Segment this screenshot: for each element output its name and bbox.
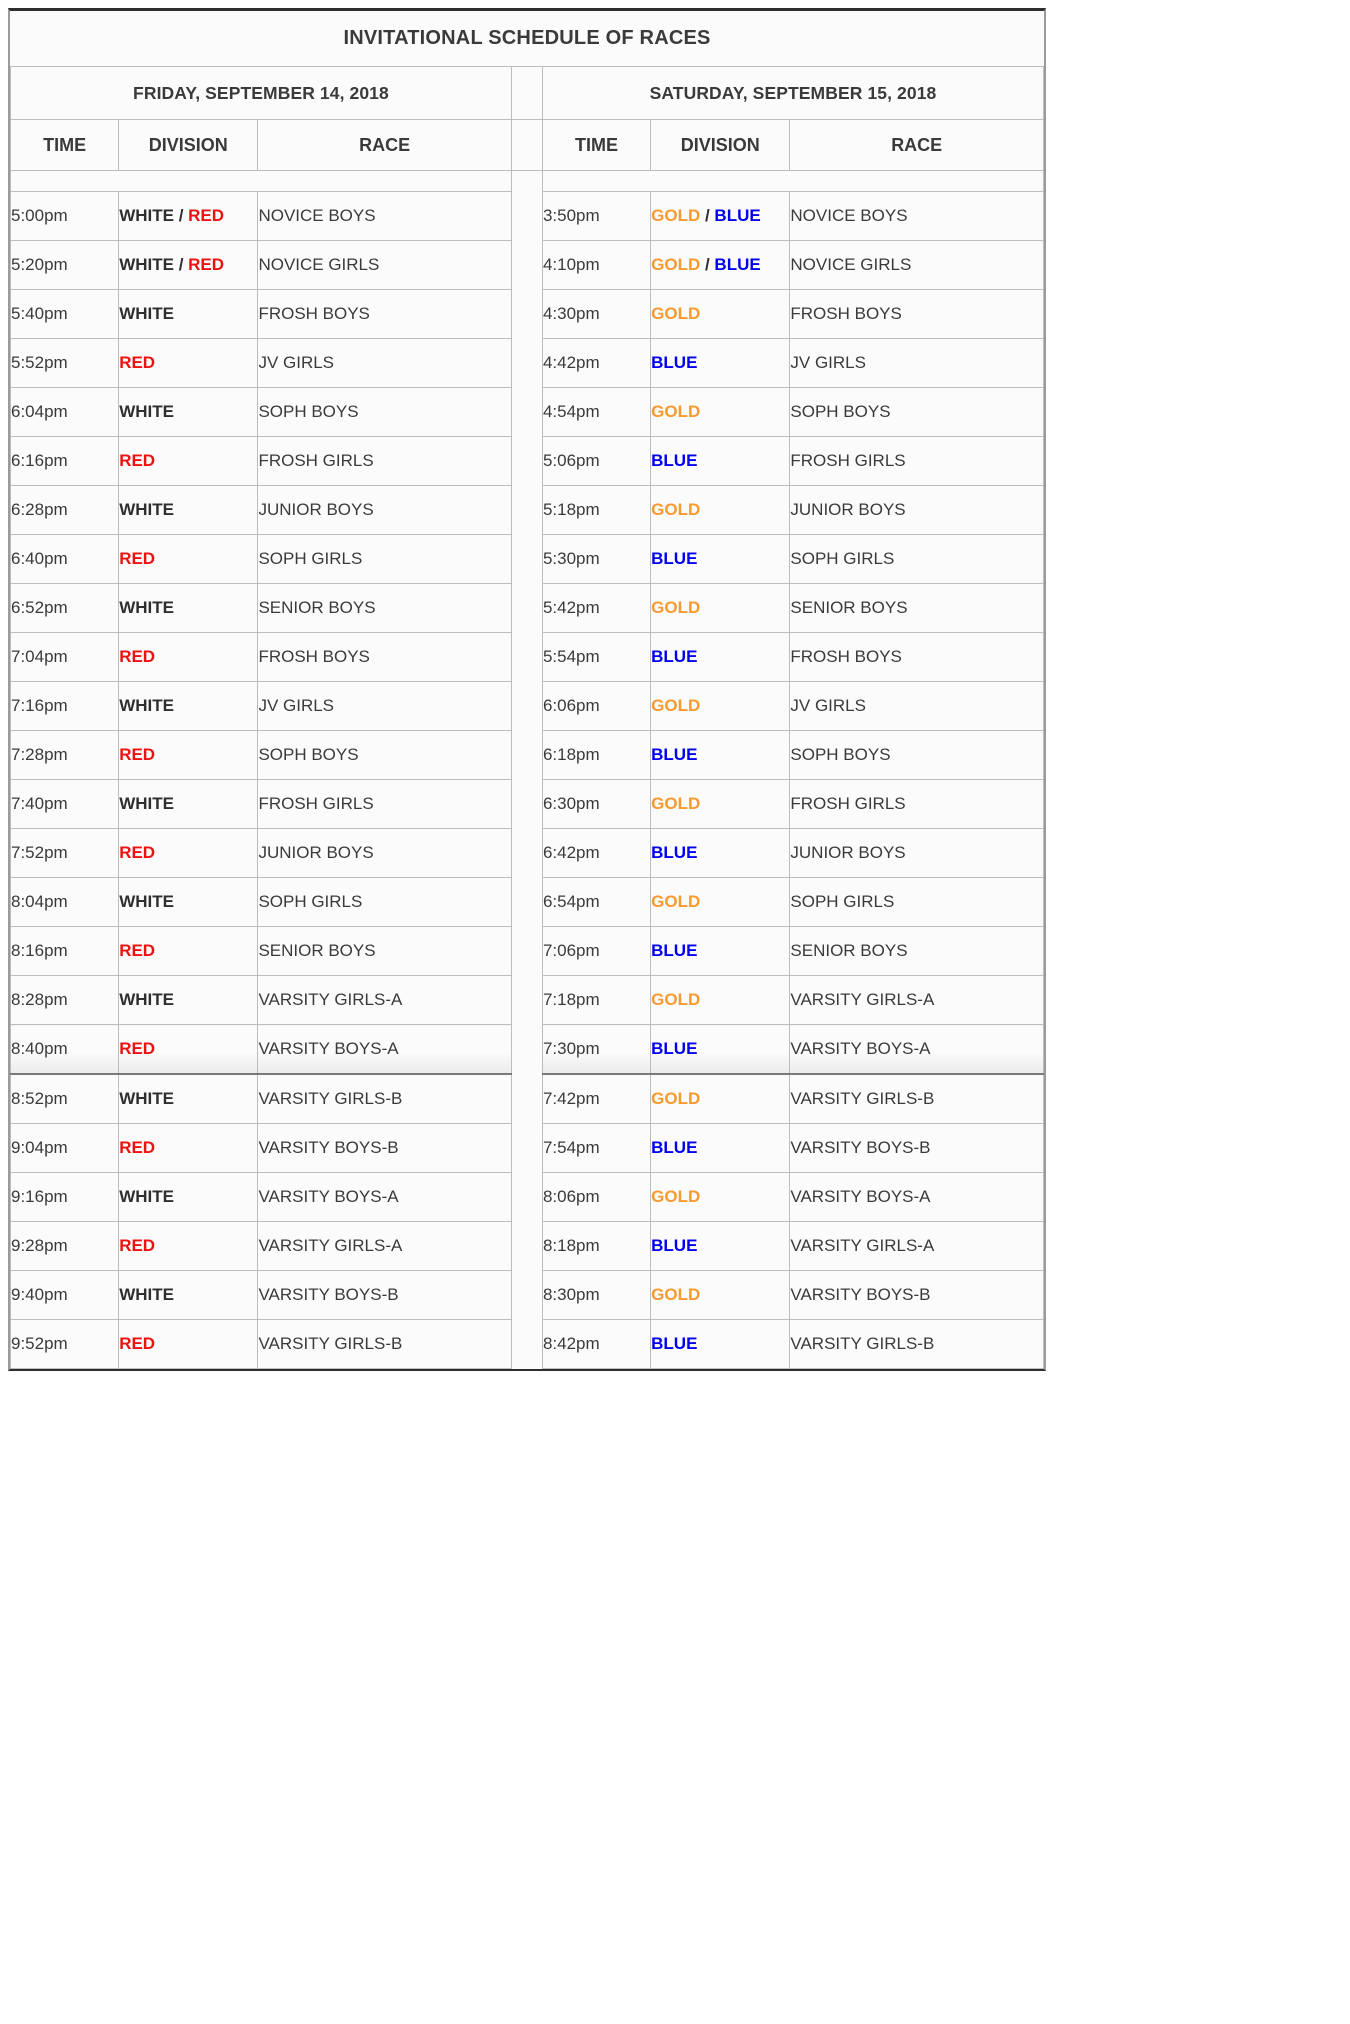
division-separator: / — [173, 255, 189, 274]
friday-race-cell: FROSH GIRLS — [258, 780, 511, 829]
table-row — [11, 192, 1044, 241]
friday-division-cell — [119, 878, 258, 927]
friday-race-cell: VARSITY GIRLS-B — [258, 1320, 511, 1369]
saturday-time-cell: 6:42pm — [542, 829, 650, 878]
division-label: GOLD — [651, 1187, 701, 1206]
friday-division-cell — [119, 1025, 258, 1075]
saturday-time-cell: 7:06pm — [542, 927, 650, 976]
saturday-division-cell — [651, 780, 790, 829]
column-spacer — [511, 731, 542, 780]
column-spacer — [511, 976, 542, 1025]
saturday-race-cell: JV GIRLS — [790, 339, 1044, 388]
column-spacer — [511, 388, 542, 437]
friday-time-cell: 8:28pm — [11, 976, 119, 1025]
friday-time-cell: 5:20pm — [11, 241, 119, 290]
saturday-division-cell — [651, 437, 790, 486]
division-label: WHITE — [119, 1285, 174, 1304]
column-spacer — [511, 780, 542, 829]
saturday-race-cell: FROSH GIRLS — [790, 780, 1044, 829]
division-label: GOLD — [651, 1285, 701, 1304]
saturday-division-cell — [651, 290, 790, 339]
friday-race-cell: NOVICE BOYS — [258, 192, 511, 241]
saturday-heading: SATURDAY, SEPTEMBER 15, 2018 — [542, 67, 1043, 120]
division-separator: / — [173, 206, 189, 225]
friday-time-cell: 7:40pm — [11, 780, 119, 829]
table-body — [11, 192, 1044, 1369]
division-label: GOLD — [651, 255, 701, 274]
division-label: BLUE — [651, 1138, 698, 1157]
division-label: BLUE — [714, 255, 761, 274]
friday-race-cell: SOPH GIRLS — [258, 878, 511, 927]
division-label: BLUE — [651, 549, 698, 568]
title-row — [11, 11, 1044, 67]
friday-division-cell — [119, 682, 258, 731]
saturday-time-cell: 6:06pm — [542, 682, 650, 731]
saturday-division-cell — [651, 1124, 790, 1173]
friday-time-cell: 5:52pm — [11, 339, 119, 388]
friday-division-cell — [119, 388, 258, 437]
division-label: WHITE — [119, 206, 174, 225]
friday-race-cell: VARSITY GIRLS-B — [258, 1074, 511, 1124]
column-spacer — [511, 633, 542, 682]
friday-race-cell: SENIOR BOYS — [258, 927, 511, 976]
division-separator: / — [700, 206, 715, 225]
saturday-division-cell — [651, 339, 790, 388]
saturday-race-cell: VARSITY GIRLS-A — [790, 1222, 1044, 1271]
saturday-division-cell — [651, 1173, 790, 1222]
saturday-division-cell — [651, 682, 790, 731]
friday-division-cell — [119, 1173, 258, 1222]
friday-division-cell — [119, 290, 258, 339]
friday-division-cell — [119, 486, 258, 535]
saturday-division-cell — [651, 1222, 790, 1271]
friday-heading: FRIDAY, SEPTEMBER 14, 2018 — [11, 67, 512, 120]
saturday-division-cell — [651, 535, 790, 584]
saturday-race-cell: FROSH BOYS — [790, 290, 1044, 339]
friday-race-cell: VARSITY GIRLS-A — [258, 976, 511, 1025]
friday-division-cell — [119, 1222, 258, 1271]
saturday-time-cell: 8:18pm — [542, 1222, 650, 1271]
division-label: BLUE — [651, 843, 698, 862]
saturday-race-cell: FROSH GIRLS — [790, 437, 1044, 486]
column-spacer — [511, 1173, 542, 1222]
table-row — [11, 731, 1044, 780]
division-label: RED — [119, 1138, 156, 1157]
column-spacer — [511, 1025, 542, 1075]
division-label: GOLD — [651, 892, 701, 911]
division-label: BLUE — [714, 206, 761, 225]
column-spacer — [511, 927, 542, 976]
friday-division-cell — [119, 780, 258, 829]
saturday-division-cell — [651, 388, 790, 437]
column-spacer — [511, 290, 542, 339]
column-spacer — [511, 1320, 542, 1369]
saturday-division-cell — [651, 633, 790, 682]
division-label: BLUE — [651, 353, 698, 372]
friday-division-cell — [119, 1271, 258, 1320]
friday-time-cell: 9:04pm — [11, 1124, 119, 1173]
column-spacer — [511, 241, 542, 290]
schedule-container — [8, 8, 1046, 1371]
friday-race-cell: VARSITY BOYS-B — [258, 1124, 511, 1173]
saturday-race-cell: JV GIRLS — [790, 682, 1044, 731]
friday-race-cell: VARSITY BOYS-B — [258, 1271, 511, 1320]
table-row — [11, 1173, 1044, 1222]
division-label: RED — [188, 255, 225, 274]
division-label: RED — [119, 647, 156, 666]
table-row — [11, 1124, 1044, 1173]
friday-race-cell: JUNIOR BOYS — [258, 486, 511, 535]
saturday-division-cell — [651, 486, 790, 535]
friday-time-cell: 6:52pm — [11, 584, 119, 633]
friday-time-cell: 9:52pm — [11, 1320, 119, 1369]
division-label: RED — [119, 1236, 156, 1255]
column-spacer — [511, 1222, 542, 1271]
table-header — [11, 11, 1044, 192]
friday-division-cell — [119, 241, 258, 290]
column-spacer — [511, 1271, 542, 1320]
friday-division-cell — [119, 192, 258, 241]
column-spacer — [511, 682, 542, 731]
friday-race-cell: JUNIOR BOYS — [258, 829, 511, 878]
saturday-race-cell: JUNIOR BOYS — [790, 486, 1044, 535]
table-row — [11, 339, 1044, 388]
friday-time-cell: 6:16pm — [11, 437, 119, 486]
division-separator: / — [700, 255, 715, 274]
saturday-race-cell: SOPH BOYS — [790, 388, 1044, 437]
saturday-spacer — [542, 171, 1043, 192]
saturday-division-cell — [651, 1025, 790, 1075]
table-row — [11, 1222, 1044, 1271]
division-label: WHITE — [119, 892, 174, 911]
column-spacer — [511, 535, 542, 584]
friday-time-cell: 6:28pm — [11, 486, 119, 535]
division-label: BLUE — [651, 647, 698, 666]
table-row — [11, 290, 1044, 339]
friday-division-header: DIVISION — [119, 120, 258, 171]
saturday-time-cell: 7:30pm — [542, 1025, 650, 1075]
saturday-time-cell: 4:54pm — [542, 388, 650, 437]
table-row — [11, 976, 1044, 1025]
table-row — [11, 633, 1044, 682]
division-label: WHITE — [119, 402, 174, 421]
saturday-time-cell: 4:10pm — [542, 241, 650, 290]
saturday-race-cell: VARSITY GIRLS-B — [790, 1074, 1044, 1124]
division-label: RED — [119, 353, 156, 372]
friday-race-cell: SOPH BOYS — [258, 388, 511, 437]
friday-division-cell — [119, 829, 258, 878]
page-title: INVITATIONAL SCHEDULE OF RACES — [11, 11, 1044, 67]
day-heading-row — [11, 67, 1044, 120]
friday-race-cell: VARSITY GIRLS-A — [258, 1222, 511, 1271]
table-row — [11, 780, 1044, 829]
saturday-time-cell: 4:30pm — [542, 290, 650, 339]
saturday-race-cell: VARSITY GIRLS-B — [790, 1320, 1044, 1369]
saturday-division-cell — [651, 976, 790, 1025]
saturday-division-cell — [651, 829, 790, 878]
saturday-division-cell — [651, 241, 790, 290]
division-label: WHITE — [119, 304, 174, 323]
column-spacer — [511, 120, 542, 171]
table-row — [11, 584, 1044, 633]
friday-time-cell: 7:28pm — [11, 731, 119, 780]
friday-division-cell — [119, 731, 258, 780]
division-label: GOLD — [651, 598, 701, 617]
saturday-division-header: DIVISION — [651, 120, 790, 171]
table-row — [11, 1025, 1044, 1075]
table-row — [11, 927, 1044, 976]
division-label: BLUE — [651, 1236, 698, 1255]
friday-time-cell: 7:04pm — [11, 633, 119, 682]
division-label: WHITE — [119, 794, 174, 813]
saturday-time-cell: 5:06pm — [542, 437, 650, 486]
friday-race-cell: FROSH BOYS — [258, 633, 511, 682]
column-spacer — [511, 437, 542, 486]
column-spacer — [511, 1074, 542, 1124]
table-row — [11, 241, 1044, 290]
friday-division-cell — [119, 1074, 258, 1124]
friday-race-cell: JV GIRLS — [258, 682, 511, 731]
saturday-race-cell: VARSITY GIRLS-A — [790, 976, 1044, 1025]
column-spacer — [511, 878, 542, 927]
saturday-race-cell: NOVICE BOYS — [790, 192, 1044, 241]
division-label: GOLD — [651, 500, 701, 519]
friday-race-cell: SOPH GIRLS — [258, 535, 511, 584]
saturday-race-cell: VARSITY BOYS-A — [790, 1173, 1044, 1222]
saturday-time-cell: 6:18pm — [542, 731, 650, 780]
saturday-division-cell — [651, 192, 790, 241]
saturday-time-cell: 8:42pm — [542, 1320, 650, 1369]
saturday-division-cell — [651, 1271, 790, 1320]
saturday-division-cell — [651, 878, 790, 927]
column-spacer — [511, 67, 542, 120]
saturday-time-cell: 7:18pm — [542, 976, 650, 1025]
saturday-time-cell: 8:06pm — [542, 1173, 650, 1222]
division-label: BLUE — [651, 745, 698, 764]
saturday-race-cell: SOPH BOYS — [790, 731, 1044, 780]
saturday-race-cell: NOVICE GIRLS — [790, 241, 1044, 290]
friday-division-cell — [119, 1124, 258, 1173]
saturday-division-cell — [651, 927, 790, 976]
friday-division-cell — [119, 584, 258, 633]
friday-division-cell — [119, 976, 258, 1025]
saturday-race-header: RACE — [790, 120, 1044, 171]
division-label: BLUE — [651, 1334, 698, 1353]
friday-race-cell: VARSITY BOYS-A — [258, 1025, 511, 1075]
friday-time-cell: 7:52pm — [11, 829, 119, 878]
friday-time-cell: 6:04pm — [11, 388, 119, 437]
saturday-race-cell: SOPH GIRLS — [790, 878, 1044, 927]
division-label: WHITE — [119, 990, 174, 1009]
division-label: WHITE — [119, 1089, 174, 1108]
division-label: RED — [119, 843, 156, 862]
friday-time-cell: 5:40pm — [11, 290, 119, 339]
friday-race-cell: SENIOR BOYS — [258, 584, 511, 633]
friday-race-cell: SOPH BOYS — [258, 731, 511, 780]
column-spacer — [511, 486, 542, 535]
division-label: GOLD — [651, 1089, 701, 1108]
division-label: RED — [119, 549, 156, 568]
division-label: GOLD — [651, 794, 701, 813]
table-row — [11, 486, 1044, 535]
column-spacer — [511, 339, 542, 388]
division-label: RED — [188, 206, 225, 225]
division-label: GOLD — [651, 990, 701, 1009]
friday-race-cell: FROSH GIRLS — [258, 437, 511, 486]
saturday-time-cell: 5:54pm — [542, 633, 650, 682]
table-row — [11, 437, 1044, 486]
friday-time-cell: 7:16pm — [11, 682, 119, 731]
friday-time-cell: 5:00pm — [11, 192, 119, 241]
division-label: BLUE — [651, 941, 698, 960]
division-label: RED — [119, 745, 156, 764]
division-label: WHITE — [119, 598, 174, 617]
friday-time-cell: 6:40pm — [11, 535, 119, 584]
table-row — [11, 829, 1044, 878]
friday-division-cell — [119, 927, 258, 976]
friday-time-cell: 9:40pm — [11, 1271, 119, 1320]
saturday-race-cell: SENIOR BOYS — [790, 927, 1044, 976]
friday-division-cell — [119, 1320, 258, 1369]
schedule-page — [0, 8, 1350, 2024]
division-label: WHITE — [119, 1187, 174, 1206]
saturday-time-cell: 5:30pm — [542, 535, 650, 584]
saturday-race-cell: VARSITY BOYS-B — [790, 1271, 1044, 1320]
table-row — [11, 535, 1044, 584]
saturday-time-header: TIME — [542, 120, 650, 171]
header-spacer-row — [11, 171, 1044, 192]
saturday-division-cell — [651, 584, 790, 633]
division-label: WHITE — [119, 500, 174, 519]
division-label: BLUE — [651, 1039, 698, 1058]
friday-time-header: TIME — [11, 120, 119, 171]
friday-race-cell: NOVICE GIRLS — [258, 241, 511, 290]
table-row — [11, 1271, 1044, 1320]
saturday-time-cell: 5:42pm — [542, 584, 650, 633]
friday-division-cell — [119, 535, 258, 584]
saturday-division-cell — [651, 1074, 790, 1124]
friday-time-cell: 8:40pm — [11, 1025, 119, 1075]
saturday-race-cell: SENIOR BOYS — [790, 584, 1044, 633]
saturday-race-cell: JUNIOR BOYS — [790, 829, 1044, 878]
saturday-division-cell — [651, 731, 790, 780]
division-label: RED — [119, 1039, 156, 1058]
friday-race-cell: JV GIRLS — [258, 339, 511, 388]
friday-division-cell — [119, 437, 258, 486]
column-spacer — [511, 192, 542, 241]
friday-time-cell: 8:52pm — [11, 1074, 119, 1124]
friday-time-cell: 8:16pm — [11, 927, 119, 976]
saturday-time-cell: 3:50pm — [542, 192, 650, 241]
division-label: BLUE — [651, 451, 698, 470]
saturday-race-cell: SOPH GIRLS — [790, 535, 1044, 584]
saturday-time-cell: 7:42pm — [542, 1074, 650, 1124]
friday-race-header: RACE — [258, 120, 511, 171]
division-label: GOLD — [651, 304, 701, 323]
friday-race-cell: FROSH BOYS — [258, 290, 511, 339]
friday-time-cell: 8:04pm — [11, 878, 119, 927]
table-row — [11, 682, 1044, 731]
column-spacer — [511, 1124, 542, 1173]
division-label: GOLD — [651, 402, 701, 421]
saturday-time-cell: 6:54pm — [542, 878, 650, 927]
column-header-row — [11, 120, 1044, 171]
saturday-time-cell: 4:42pm — [542, 339, 650, 388]
saturday-race-cell: FROSH BOYS — [790, 633, 1044, 682]
saturday-time-cell: 7:54pm — [542, 1124, 650, 1173]
friday-division-cell — [119, 633, 258, 682]
friday-time-cell: 9:16pm — [11, 1173, 119, 1222]
friday-race-cell: VARSITY BOYS-A — [258, 1173, 511, 1222]
saturday-division-cell — [651, 1320, 790, 1369]
column-spacer — [511, 584, 542, 633]
table-row — [11, 1320, 1044, 1369]
table-row — [11, 1074, 1044, 1124]
saturday-time-cell: 6:30pm — [542, 780, 650, 829]
division-label: WHITE — [119, 696, 174, 715]
saturday-race-cell: VARSITY BOYS-B — [790, 1124, 1044, 1173]
saturday-time-cell: 8:30pm — [542, 1271, 650, 1320]
division-label: GOLD — [651, 696, 701, 715]
race-schedule-table — [10, 11, 1044, 1369]
friday-division-cell — [119, 339, 258, 388]
saturday-time-cell: 5:18pm — [542, 486, 650, 535]
table-row — [11, 388, 1044, 437]
division-label: RED — [119, 1334, 156, 1353]
friday-time-cell: 9:28pm — [11, 1222, 119, 1271]
table-row — [11, 878, 1044, 927]
division-label: RED — [119, 941, 156, 960]
friday-spacer — [11, 171, 512, 192]
saturday-race-cell: VARSITY BOYS-A — [790, 1025, 1044, 1075]
division-label: RED — [119, 451, 156, 470]
column-spacer — [511, 171, 542, 192]
column-spacer — [511, 829, 542, 878]
division-label: WHITE — [119, 255, 174, 274]
division-label: GOLD — [651, 206, 701, 225]
